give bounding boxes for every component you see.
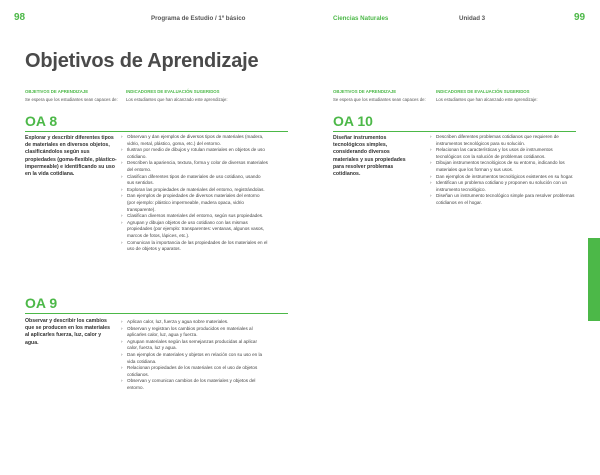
- indicator-item: [121, 193, 268, 213]
- indicator-item: [430, 147, 577, 160]
- oa-column-subheading: Se espera que los estudiantes sean capaces de:: [25, 97, 118, 102]
- oa-10-indicators: [430, 134, 577, 207]
- subject-title: Ciencias Naturales: [333, 15, 389, 22]
- indicator-text: Dan ejemplos de instrumentos tecnológicos existentes en su hogar.: [436, 173, 574, 179]
- indicator-item: [121, 319, 268, 326]
- bullet-icon: ›: [430, 193, 432, 199]
- indicators-column-heading: INDICADORES DE EVALUACIÓN SUGERIDOS: [126, 89, 220, 94]
- unit-label: Unidad 3: [459, 15, 486, 22]
- page-title: Objetivos de Aprendizaje: [25, 50, 259, 72]
- indicator-item: [121, 134, 268, 147]
- indicator-text: Relacionan propiedades de los materiales con el uso de objetos cotidianos.: [127, 365, 258, 377]
- right-page-number: 99: [574, 12, 586, 23]
- bullet-icon: ›: [121, 160, 123, 166]
- oa-8-divider: [25, 131, 288, 132]
- bullet-icon: ›: [121, 319, 123, 324]
- indicator-item: [121, 213, 268, 220]
- indicator-text: Aplican calor, luz, fuerza y agua sobre materiales.: [127, 319, 229, 324]
- indicator-text: Ilustran por medio de dibujos y rotulan materiales en objetos de uso cotidiano.: [127, 147, 265, 159]
- oa-9-code: OA 9: [25, 295, 58, 311]
- indicator-item: [121, 339, 268, 352]
- oa-column-heading: OBJETIVOS DE APRENDIZAJE: [25, 89, 89, 94]
- bullet-icon: ›: [121, 186, 123, 192]
- indicator-text: Clasifican diferentes tipos de materiales de uso cotidiano, usando sus sentidos.: [127, 173, 261, 186]
- bullet-icon: ›: [121, 338, 123, 344]
- indicator-item: [121, 220, 268, 240]
- indicator-item: [430, 193, 577, 206]
- indicator-text: Comunican la importancia de las propiedades de los materiales en el uso de objetos y aparatos.: [127, 239, 268, 252]
- oa-10-divider: [333, 131, 576, 132]
- indicator-text: Agrupan materiales según las semejanzas producidas al aplicar calor, fuerza, luz y agua.: [127, 338, 257, 351]
- indicator-item: [430, 134, 577, 147]
- indicator-text: Relacionan las características y los usos de instrumentos tecnológicos con la solución de problemas cotidianos.: [436, 147, 553, 159]
- bullet-icon: ›: [121, 213, 123, 219]
- indicators-column-subheading: Los estudiantes que han alcanzado este aprendizaje:: [126, 97, 228, 102]
- bullet-icon: ›: [121, 134, 123, 139]
- indicator-item: [430, 160, 577, 173]
- indicator-item: [430, 174, 577, 181]
- indicator-text: Observan y dan ejemplos de diversos tipos de materiales (madera, vidrio, metal, plástico, goma, etc.) del entorno.: [127, 134, 264, 146]
- indicator-text: Describen diferentes problemas cotidianos que requieren de instrumentos tecnológicos para su solución.: [436, 134, 559, 146]
- indicator-text: Identifican un problema cotidiano y proponen su solución con un instrumento tecnológico.: [436, 180, 568, 192]
- indicator-item: [121, 147, 268, 160]
- oa-8-indicators: [121, 134, 268, 253]
- oa-10-description: Diseñar instrumentos tecnológicos simples, considerando diversos materiales y sus propiedades para resolver problemas cotidianos.: [333, 135, 406, 178]
- indicator-text: Observan y comunican cambios de los materiales y objetos del entorno.: [127, 378, 256, 390]
- unit-side-tab: [588, 238, 600, 321]
- indicator-item: [121, 378, 268, 391]
- indicator-text: Observan y registran los cambios producidos en materiales al aplicarles calor, luz, agua y fuerza.: [127, 325, 253, 338]
- indicator-text: Clasifican diversos materiales del entorno, según sus propiedades.: [127, 213, 264, 219]
- indicator-item: [121, 160, 268, 173]
- indicator-text: Exploran las propiedades de materiales del entorno, registrándolas.: [127, 186, 265, 192]
- bullet-icon: ›: [121, 173, 123, 179]
- bullet-icon: ›: [121, 325, 123, 331]
- bullet-icon: ›: [121, 378, 123, 384]
- indicator-text: Agrupan y dibujan objetos de uso cotidiano con las mismas propiedades (por ejemplo: transparentes: ventanas, algunos vasos, marcos de fotos, lápices, etc.).: [127, 219, 265, 238]
- indicator-text: Dan ejemplos de materiales y objetos en relación con su uso en la vida cotidiana.: [127, 351, 263, 364]
- bullet-icon: ›: [121, 351, 123, 357]
- indicator-text: Dibujan instrumentos tecnológicos de su entorno, indicando los materiales que los forman y sus usos.: [436, 160, 565, 172]
- indicator-text: Dan ejemplos de propiedades de diversos materiales del entorno (por ejemplo: plástico impermeable, madera opaca, vidrio transparente).: [127, 193, 260, 212]
- bullet-icon: ›: [430, 180, 432, 186]
- bullet-icon: ›: [430, 147, 432, 153]
- oa-9-description: Observar y describir los cambios que se producen en los materiales al aplicarles fuerza, luz, calor y agua.: [25, 318, 111, 346]
- bullet-icon: ›: [121, 239, 123, 245]
- bullet-icon: ›: [121, 219, 123, 225]
- indicator-item: [121, 187, 268, 194]
- bullet-icon: ›: [430, 160, 432, 166]
- bullet-icon: ›: [121, 147, 123, 153]
- indicators-column-subheading-right: Los estudiantes que han alcanzado este aprendizaje:: [436, 97, 538, 102]
- oa-8-code: OA 8: [25, 113, 58, 129]
- indicator-text: Describen la apariencia, textura, forma y color de diversos materiales del entorno.: [127, 160, 268, 172]
- indicator-item: [121, 174, 268, 187]
- oa-column-heading-right: OBJETIVOS DE APRENDIZAJE: [333, 89, 397, 94]
- oa-column-subheading-right: Se espera que los estudiantes sean capaces de:: [333, 97, 426, 102]
- bullet-icon: ›: [121, 365, 123, 371]
- indicator-item: [121, 326, 268, 339]
- bullet-icon: ›: [430, 173, 432, 179]
- indicator-item: [121, 240, 268, 253]
- oa-10-code: OA 10: [333, 113, 373, 129]
- indicator-item: [430, 180, 577, 193]
- oa-8-description: Explorar y describir diferentes tipos de materiales en diversos objetos, clasificándolos según sus propiedades (goma-flexible, plástico-impermeable) e identificando su uso en la vida cotidiana.: [25, 135, 117, 178]
- indicator-text: Diseñan un instrumento tecnológico simple para resolver problemas cotidianos en el hogar.: [436, 193, 575, 205]
- bullet-icon: ›: [430, 134, 432, 139]
- oa-9-divider: [25, 313, 288, 314]
- running-title: Programa de Estudio / 1º básico: [151, 15, 246, 22]
- left-page-number: 98: [14, 12, 26, 23]
- indicator-item: [121, 352, 268, 365]
- indicators-column-heading-right: INDICADORES DE EVALUACIÓN SUGERIDOS: [436, 89, 530, 94]
- bullet-icon: ›: [121, 193, 123, 199]
- oa-9-indicators: [121, 319, 268, 392]
- indicator-item: [121, 365, 268, 378]
